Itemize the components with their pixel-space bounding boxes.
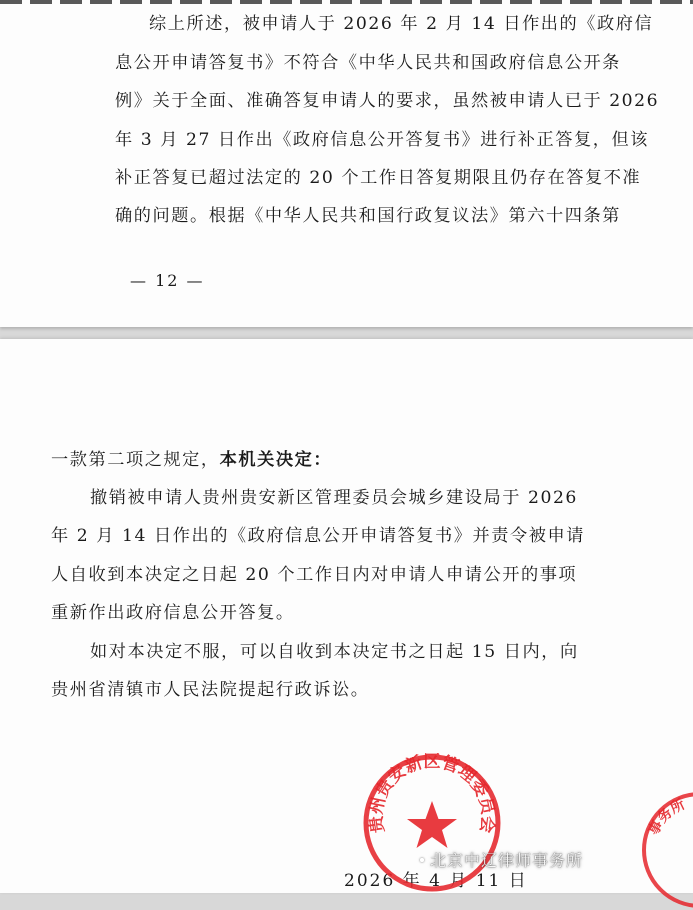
seal2-text: 事务所 bbox=[645, 796, 688, 838]
body-text-line: 年 2 月 14 日作出的《政府信息公开申请答复书》并责令被申请 bbox=[51, 526, 585, 546]
upper-document-page bbox=[0, 0, 693, 327]
body-text-line: 贵州省清镇市人民法院提起行政诉讼。 bbox=[51, 680, 370, 700]
page-number: — 12 — bbox=[130, 271, 205, 290]
decision-intro-text: 一款第二项之规定， bbox=[51, 450, 220, 470]
body-text-line: 重新作出政府信息公开答复。 bbox=[51, 603, 295, 623]
official-seal bbox=[362, 753, 502, 893]
body-text-line: 例》关于全面、准确答复申请人的要求，虽然被申请人已于 2026 bbox=[115, 91, 660, 111]
body-text-line: 如对本决定不服，可以自收到本决定书之日起 15 日内，向 bbox=[90, 642, 579, 662]
lower-document-page bbox=[0, 339, 693, 893]
seal-star-icon bbox=[407, 801, 457, 848]
body-text-line: 年 3 月 27 日作出《政府信息公开答复书》进行补正答复，但该 bbox=[115, 130, 649, 150]
watermark bbox=[420, 848, 583, 871]
body-text-line: 确的问题。根据《中华人民共和国行政复议法》第六十四条第 bbox=[115, 206, 621, 226]
page-top-edge bbox=[0, 0, 693, 4]
partial-seal bbox=[640, 790, 693, 910]
svg-text:事务所 bbox=[645, 796, 688, 838]
decision-intro-line bbox=[51, 452, 332, 469]
body-text-line: 人自收到本决定之日起 20 个工作日内对申请人申请公开的事项 bbox=[51, 565, 578, 585]
body-text-line: 息公开申请答复书》不符合《中华人民共和国政府信息公开条 bbox=[115, 53, 621, 73]
body-text-line: 综上所述，被申请人于 2026 年 2 月 14 日作出的《政府信 bbox=[149, 14, 654, 34]
watermark-text: 北京中辽律师事务所 bbox=[430, 851, 584, 870]
seal-text: 贵州贵安新区管理委员会 bbox=[366, 753, 498, 835]
watermark-dot-icon bbox=[420, 858, 424, 862]
body-text-line: 补正答复已超过法定的 20 个工作日答复期限且仍存在答复不准 bbox=[115, 168, 642, 188]
signature-date: 2026 年 4 月 11 日 bbox=[344, 871, 528, 891]
decision-heading: 本机关决定： bbox=[219, 450, 333, 470]
body-text-line: 撤销被申请人贵州贵安新区管理委员会城乡建设局于 2026 bbox=[90, 488, 578, 508]
